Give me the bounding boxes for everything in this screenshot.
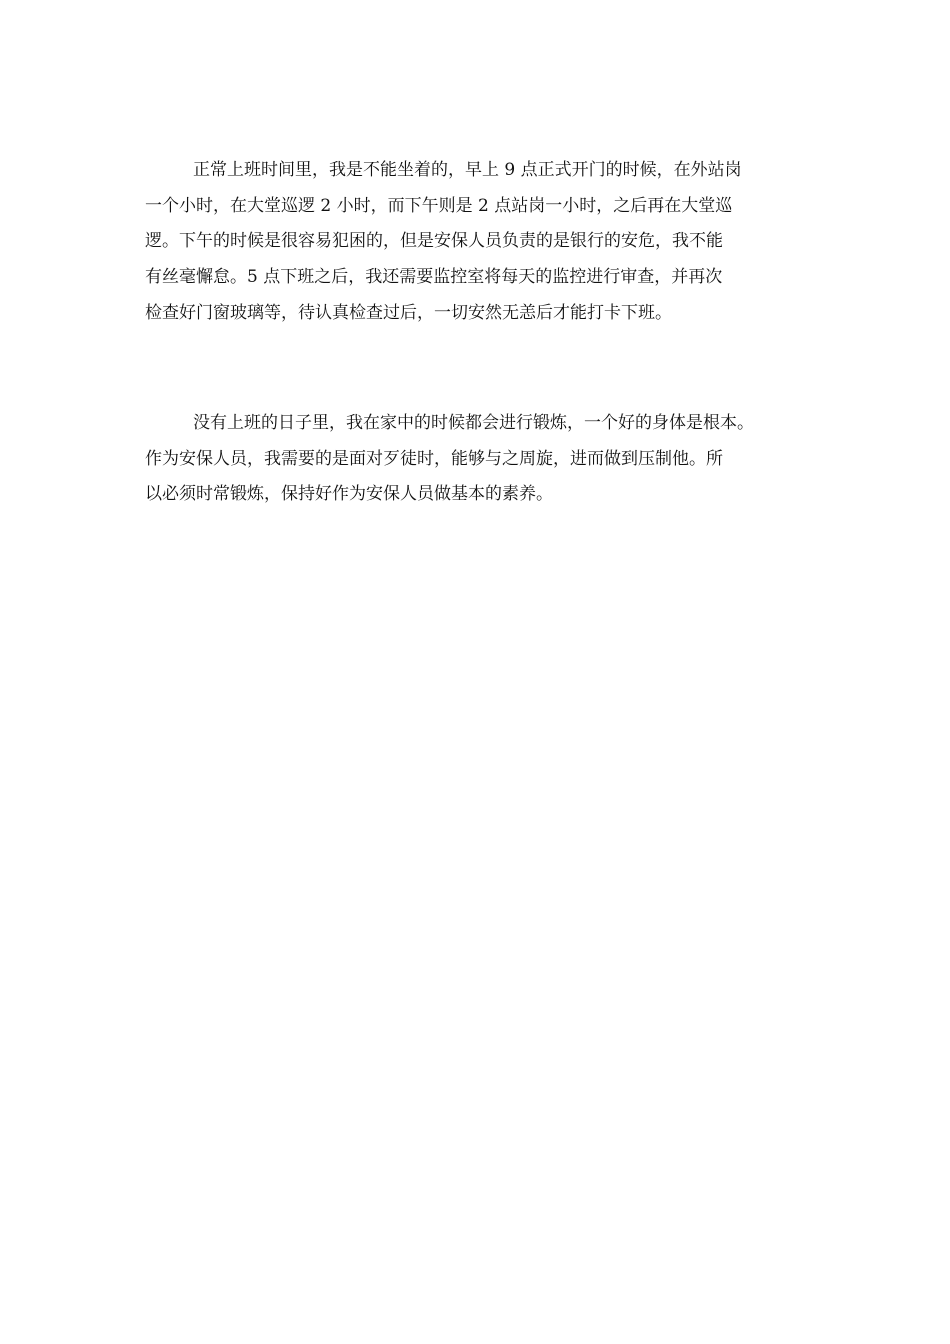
- paragraph-exercise: [145, 406, 825, 513]
- paragraph-line: 作为安保人员，我需要的是面对歹徒时，能够与之周旋，进而做到压制他。所: [145, 448, 723, 469]
- paragraph-line: 没有上班的日子里，我在家中的时候都会进行锻炼，一个好的身体是根本。: [193, 413, 754, 433]
- paragraph-line: 正常上班时间里，我是不能坐着的，早上 9 点正式开门的时候，在外站岗: [193, 160, 742, 180]
- paragraph-line: 以必须时常锻炼，保持好作为安保人员做基本的素养。: [145, 484, 553, 505]
- paragraph-line: 逻。下午的时候是很容易犯困的，但是安保人员负责的是银行的安危，我不能: [145, 231, 723, 252]
- paragraph-line: 有丝毫懈怠。5 点下班之后，我还需要监控室将每天的监控进行审查，并再次: [145, 267, 723, 288]
- paragraph-line: 检查好门窗玻璃等，待认真检查过后，一切安然无恙后才能打卡下班。: [145, 302, 672, 323]
- paragraph-line: 一个小时，在大堂巡逻 2 小时，而下午则是 2 点站岗一小时，之后再在大堂巡: [145, 195, 733, 216]
- paragraph-duty-schedule: [145, 153, 825, 331]
